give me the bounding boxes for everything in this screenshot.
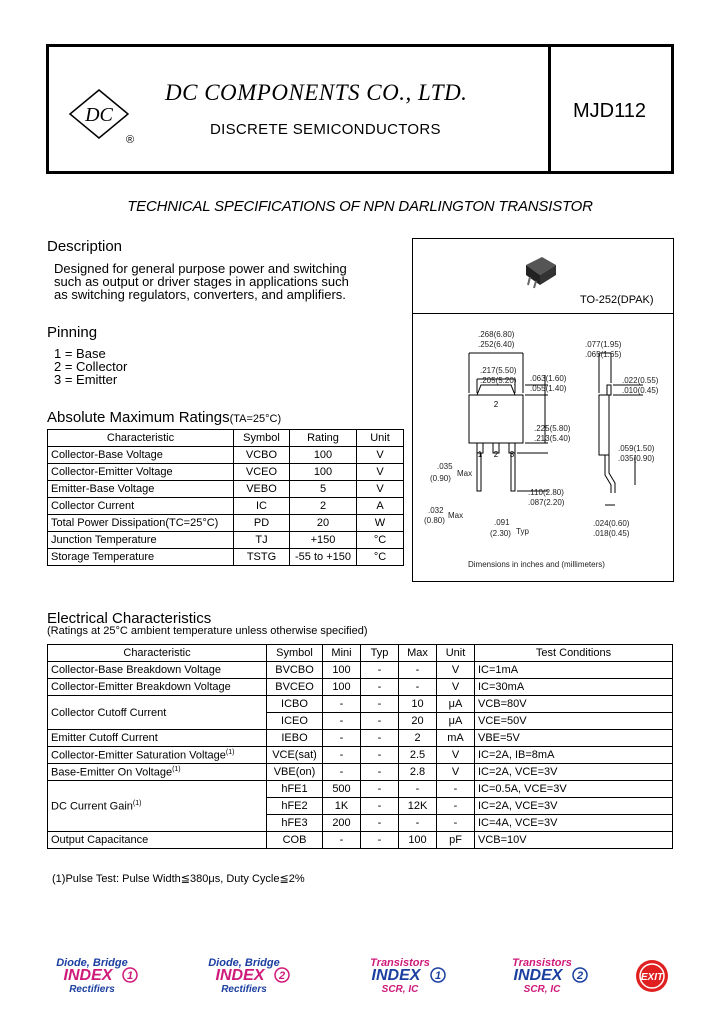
cell: TSTG [234, 549, 290, 566]
banner-index-text: INDEX [215, 967, 265, 984]
footnote-ref: (1) [172, 765, 181, 773]
registered-mark: ® [126, 134, 135, 146]
cell: COB [267, 832, 323, 849]
cell: VCB=80V [475, 696, 673, 713]
pin-line-1: 1 = Base [54, 346, 106, 361]
cell: +150 [290, 532, 357, 549]
dim-label: .087(2.20) [528, 498, 565, 507]
cell-text: Base-Emitter On Voltage [51, 766, 173, 779]
dim-label: .252(6.40) [478, 340, 515, 349]
table-row [48, 447, 404, 464]
cell: BVCEO [267, 679, 323, 696]
cell [48, 781, 267, 832]
cell [48, 747, 267, 764]
cell: 5 [290, 481, 357, 498]
cell: - [437, 798, 475, 815]
table-row [48, 549, 404, 566]
banner-index-text: INDEX [513, 967, 563, 984]
table-row [48, 532, 404, 549]
dim-label: (2.30) [490, 529, 511, 538]
page-title: TECHNICAL SPECIFICATIONS OF NPN DARLINGTON TRANSISTOR [127, 198, 593, 215]
cell: hFE1 [267, 781, 323, 798]
banner-bottom-text: Rectifiers [221, 984, 267, 995]
table-row [48, 515, 404, 532]
cell: - [399, 679, 437, 696]
cell: V [357, 481, 404, 498]
dims-note: Dimensions in inches and (millimeters) [468, 560, 605, 569]
cell: - [399, 815, 437, 832]
cell: V [437, 747, 475, 764]
cell: Emitter Cutoff Current [48, 730, 267, 747]
cell: TJ [234, 532, 290, 549]
banner-number: 1 [434, 970, 442, 982]
transistors-index-1-link[interactable] [352, 954, 452, 994]
cell: 500 [323, 781, 361, 798]
col-unit: Unit [357, 430, 404, 447]
footnote-ref: (1) [132, 799, 142, 807]
col-characteristic: Characteristic [48, 645, 267, 662]
dim-label: .032 [428, 506, 444, 515]
cell: - [361, 730, 399, 747]
cell: 12K [399, 798, 437, 815]
header-divider [548, 44, 551, 174]
pinning-heading: Pinning [47, 324, 98, 341]
dim-label: .213(5.40) [534, 434, 571, 443]
table-row [48, 481, 404, 498]
cell: - [361, 696, 399, 713]
cell: IC=2A, IB=8mA [475, 747, 673, 764]
cell: PD [234, 515, 290, 532]
col-symbol: Symbol [234, 430, 290, 447]
cell: -55 to +150 [290, 549, 357, 566]
col-characteristic: Characteristic [48, 430, 234, 447]
abs-max-heading: Absolute Maximum Ratings [47, 409, 230, 426]
cell: IC=4A, VCE=3V [475, 815, 673, 832]
pin-line-2: 2 = Collector [54, 359, 128, 374]
table-row [48, 781, 673, 798]
dim-label: .018(0.45) [593, 529, 630, 538]
company-name: DC COMPONENTS CO., LTD. [165, 80, 468, 105]
dim-label: .268(6.80) [478, 330, 515, 339]
cell: - [323, 832, 361, 849]
diode-bridge-index-2-link[interactable] [196, 954, 296, 994]
cell: 100 [399, 832, 437, 849]
cell: IEBO [267, 730, 323, 747]
table-row [48, 498, 404, 515]
cell: 1K [323, 798, 361, 815]
description-line-2: such as output or driver stages in applications such [54, 274, 349, 289]
cell: 20 [290, 515, 357, 532]
cell: V [437, 764, 475, 781]
table-row [48, 696, 673, 713]
company-logo [66, 88, 135, 146]
dim-label: .059(1.50) [618, 444, 655, 453]
col-rating: Rating [290, 430, 357, 447]
cell: VBE=5V [475, 730, 673, 747]
cell: - [323, 713, 361, 730]
col-unit: Unit [437, 645, 475, 662]
dim-label: Max [457, 469, 473, 478]
cell: Total Power Dissipation(TC=25°C) [48, 515, 234, 532]
cell: - [361, 832, 399, 849]
banner-index-text: INDEX [63, 967, 113, 984]
dim-label: .024(0.60) [593, 519, 630, 528]
cell: IC=0.5A, VCE=3V [475, 781, 673, 798]
table-row [48, 679, 673, 696]
cell: VCBO [234, 447, 290, 464]
cell: V [437, 662, 475, 679]
banner-index-text: INDEX [371, 967, 421, 984]
footnote-ref: (1) [225, 748, 235, 756]
col-max: Max [399, 645, 437, 662]
cell: 2.5 [399, 747, 437, 764]
col-min: Mini [323, 645, 361, 662]
cell: - [323, 764, 361, 781]
cell: Storage Temperature [48, 549, 234, 566]
cell: 2 [290, 498, 357, 515]
dim-label: .055(1.40) [530, 384, 567, 393]
cell: - [399, 781, 437, 798]
division-name: DISCRETE SEMICONDUCTORS [210, 121, 441, 138]
dim-label: .010(0.45) [622, 386, 659, 395]
cell: - [361, 781, 399, 798]
cell: VCB=10V [475, 832, 673, 849]
cell: Collector Current [48, 498, 234, 515]
description-heading: Description [47, 238, 123, 255]
dim-label: .035(0.90) [618, 454, 655, 463]
part-number: MJD112 [573, 100, 646, 122]
cell: VEBO [234, 481, 290, 498]
cell: 10 [399, 696, 437, 713]
cell: - [399, 662, 437, 679]
banner-number: 1 [126, 970, 134, 982]
cell: 2 [399, 730, 437, 747]
abs-max-heading-wrap [47, 409, 281, 427]
cell: 100 [290, 447, 357, 464]
cell: V [357, 447, 404, 464]
abs-max-condition: (TA=25°C) [229, 413, 282, 425]
cell: - [361, 662, 399, 679]
dim-label: .225(5.80) [534, 424, 571, 433]
cell: IC [234, 498, 290, 515]
col-symbol: Symbol [267, 645, 323, 662]
cell: Junction Temperature [48, 532, 234, 549]
cell: Output Capacitance [48, 832, 267, 849]
cell: A [357, 498, 404, 515]
transistors-index-2-link[interactable] [494, 954, 594, 994]
dim-label: .022(0.55) [622, 376, 659, 385]
banner-bottom-text: SCR, IC [523, 984, 561, 995]
table-row [48, 832, 673, 849]
dim-label: .065(1.65) [585, 350, 622, 359]
abs-max-table [47, 429, 404, 566]
cell: Collector-Emitter Voltage [48, 464, 234, 481]
cell: VBE(on) [267, 764, 323, 781]
dim-label: .110(2.80) [528, 488, 564, 497]
cell: VCE(sat) [267, 747, 323, 764]
cell: V [357, 464, 404, 481]
banner-bottom-text: SCR, IC [381, 984, 419, 995]
pin2-label: 2 [493, 450, 499, 459]
package-name: TO-252(DPAK) [580, 294, 654, 306]
cell: ICEO [267, 713, 323, 730]
col-test-conditions: Test Conditions [475, 645, 673, 662]
cell: Emitter-Base Voltage [48, 481, 234, 498]
cell: 2.8 [399, 764, 437, 781]
cell: - [361, 815, 399, 832]
cell: Collector-Base Voltage [48, 447, 234, 464]
cell: °C [357, 532, 404, 549]
table-row [48, 747, 673, 764]
table-row [48, 662, 673, 679]
cell: VCE=50V [475, 713, 673, 730]
cell: 100 [323, 662, 361, 679]
cell: - [361, 764, 399, 781]
dim-label: .091 [494, 518, 510, 527]
dim-label: Max [448, 511, 464, 520]
cell: 20 [399, 713, 437, 730]
cell [48, 764, 267, 781]
cell: 200 [323, 815, 361, 832]
pin3-label: 3 [509, 450, 515, 459]
logo-text: DC [85, 104, 113, 126]
elec-subheading: (Ratings at 25°C ambient temperature unless otherwise specified) [47, 625, 368, 637]
cell: Collector-Emitter Breakdown Voltage [48, 679, 267, 696]
pin-line-3: 3 = Emitter [54, 372, 118, 387]
elec-table [47, 644, 673, 849]
cell: ICBO [267, 696, 323, 713]
exit-button[interactable] [630, 956, 674, 996]
cell: 100 [323, 679, 361, 696]
col-typ: Typ [361, 645, 399, 662]
banner-top-text: Diode, Bridge [208, 957, 280, 969]
cell: - [323, 730, 361, 747]
cell: - [323, 747, 361, 764]
cell: VCEO [234, 464, 290, 481]
cell: hFE2 [267, 798, 323, 815]
dim-label: .063(1.60) [530, 374, 567, 383]
banner-number: 2 [278, 970, 286, 982]
pin1-label: 1 [477, 450, 483, 459]
description-line-1: Designed for general purpose power and switching [54, 261, 347, 276]
cell: IC=2A, VCE=3V [475, 764, 673, 781]
cell: μA [437, 696, 475, 713]
cell: pF [437, 832, 475, 849]
cell: W [357, 515, 404, 532]
table-header-row [48, 645, 673, 662]
cell: - [361, 679, 399, 696]
table-header-row [48, 430, 404, 447]
dim-label: (0.80) [424, 516, 445, 525]
cell-text: DC Current Gain [51, 800, 133, 813]
cell: - [437, 815, 475, 832]
diode-bridge-index-1-link[interactable] [44, 954, 144, 994]
cell: 100 [290, 464, 357, 481]
dim-label: Typ [516, 527, 529, 536]
cell: BVCBO [267, 662, 323, 679]
description-line-3: as switching regulators, converters, and amplifiers. [54, 287, 346, 302]
cell: - [437, 781, 475, 798]
dim-label: .035 [437, 462, 453, 471]
cell: V [437, 679, 475, 696]
footnote: (1)Pulse Test: Pulse Width≦380μs, Duty Cycle≦2% [52, 873, 305, 885]
dim-label: (0.90) [430, 474, 451, 483]
cell: - [361, 713, 399, 730]
banner-top-text: Transistors [370, 957, 430, 969]
cell-text: Collector-Emitter Saturation Voltage [51, 749, 226, 762]
table-row [48, 730, 673, 747]
cell: Collector-Base Breakdown Voltage [48, 662, 267, 679]
cell: - [361, 798, 399, 815]
banner-top-text: Transistors [512, 957, 572, 969]
cell: IC=30mA [475, 679, 673, 696]
dim-label: .077(1.95) [585, 340, 622, 349]
cell: IC=1mA [475, 662, 673, 679]
pin-tab-label: 2 [493, 400, 499, 409]
cell: Collector Cutoff Current [48, 696, 267, 730]
banner-top-text: Diode, Bridge [56, 957, 128, 969]
banner-bottom-text: Rectifiers [69, 984, 115, 995]
cell: IC=2A, VCE=3V [475, 798, 673, 815]
dim-label: .217(5.50) [480, 366, 517, 375]
table-row [48, 764, 673, 781]
cell: - [323, 696, 361, 713]
package-photo [520, 255, 560, 289]
cell: μA [437, 713, 475, 730]
elec-heading: Electrical Characteristics [47, 610, 212, 627]
cell: hFE3 [267, 815, 323, 832]
banner-number: 2 [576, 970, 584, 982]
cell: - [361, 747, 399, 764]
cell: °C [357, 549, 404, 566]
cell: mA [437, 730, 475, 747]
dim-label: .205(5.20) [480, 376, 517, 385]
exit-label: EXIT [640, 972, 664, 983]
table-row [48, 464, 404, 481]
